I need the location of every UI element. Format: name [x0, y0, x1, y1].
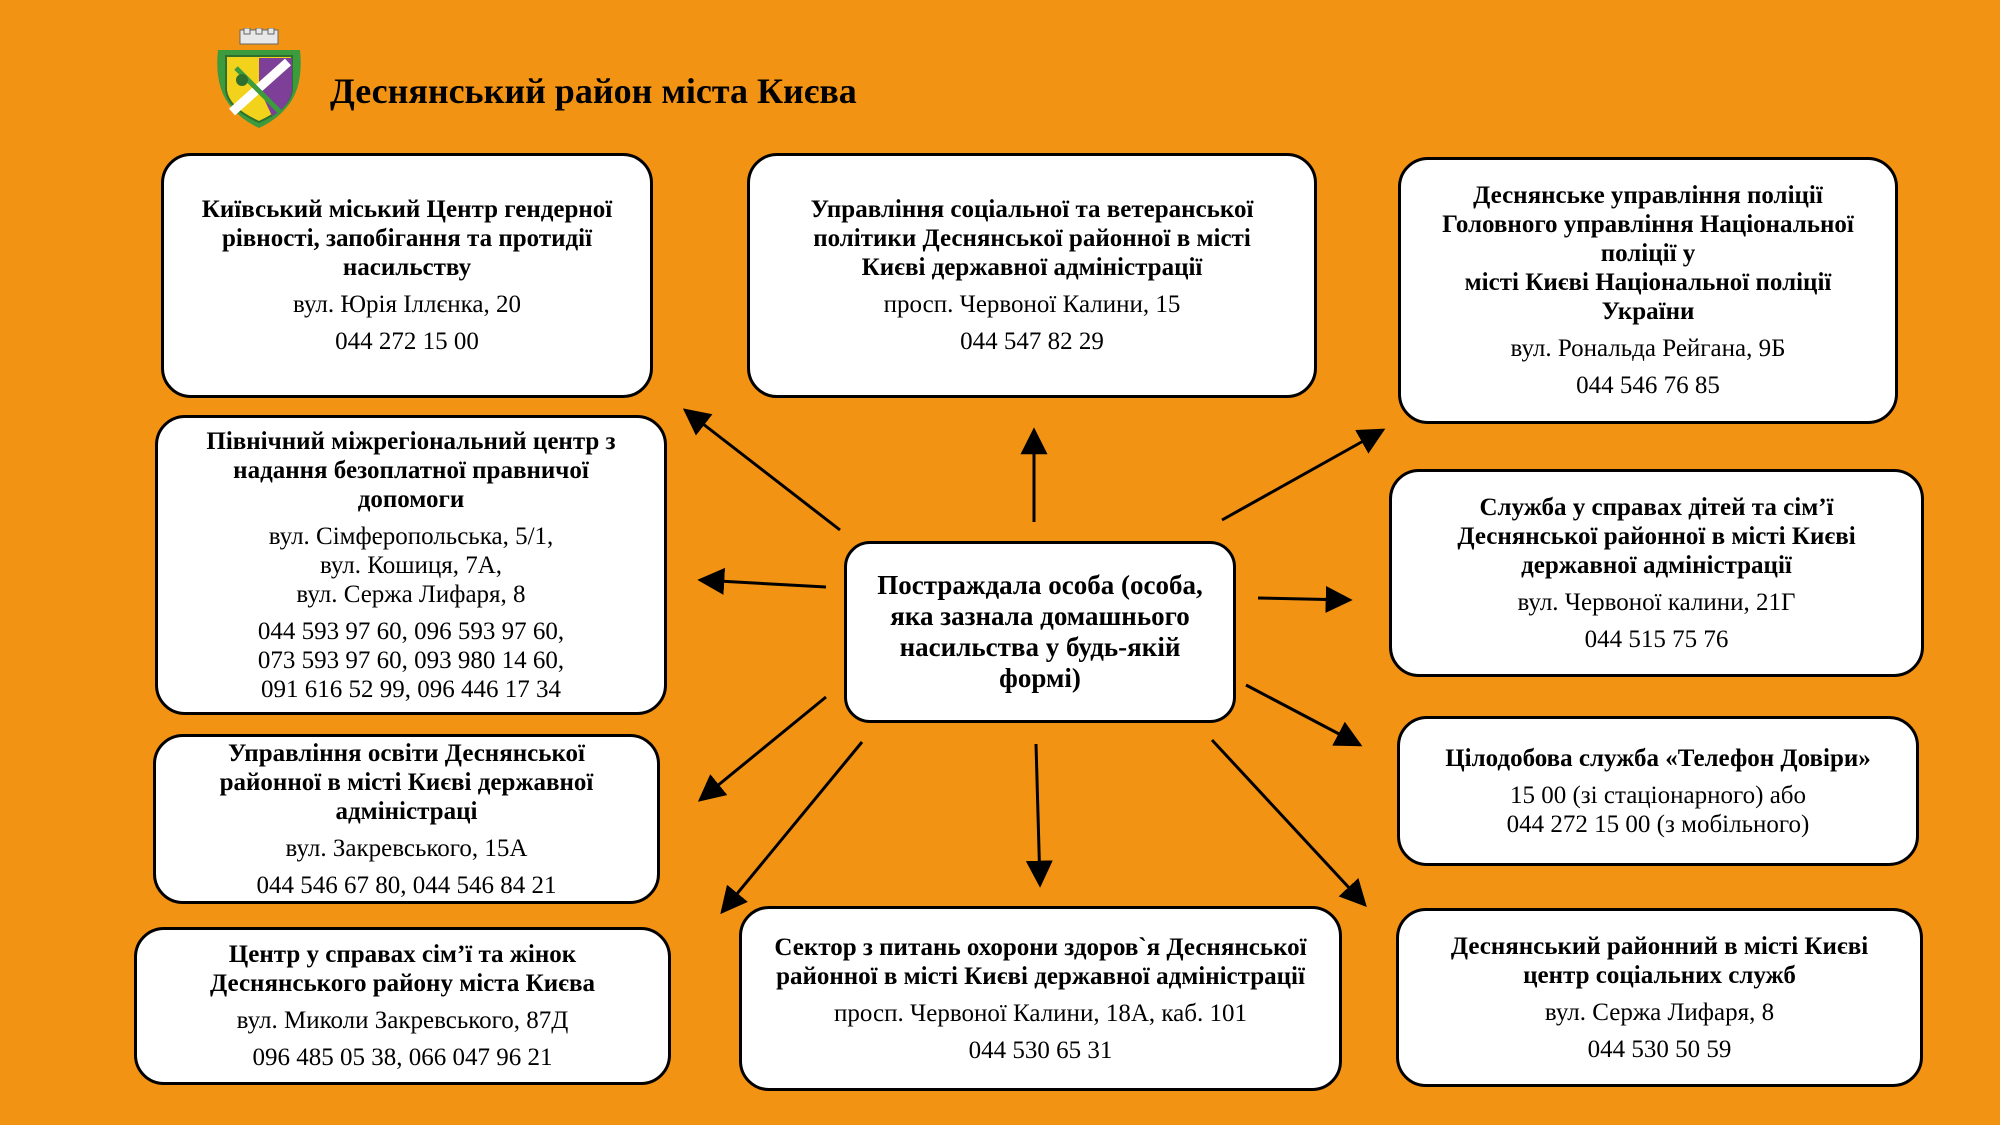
- box-heading: Управління соціальної та ветеранської політики Деснянської районної в місті Києві державної адміністрації: [810, 196, 1254, 281]
- box-hotline: [1397, 716, 1919, 866]
- box-heading: Деснянський районний в місті Києві центр соціальних служб: [1450, 932, 1869, 989]
- arrow-to-gender-center: [685, 410, 840, 530]
- box-heading: Служба у справах дітей та сім’ї Деснянської районної в місті Києві державної адміністрації: [1457, 493, 1856, 579]
- box-legal-aid: [155, 415, 667, 715]
- box-phone: 044 530 65 31: [968, 1036, 1113, 1064]
- box-phone: 044 272 15 00: [335, 328, 479, 355]
- box-gender-center: [161, 153, 653, 398]
- box-heading: Центр у справах сім’ї та жінок Деснянського району міста Києва: [210, 941, 595, 997]
- box-heading: Київський міський Центр гендерної рівності, запобігання та протидії насильству: [201, 196, 613, 281]
- box-police: [1398, 157, 1898, 424]
- arrow-to-hotline: [1246, 685, 1360, 745]
- box-phone: 044 546 67 80, 044 546 84 21: [256, 871, 557, 899]
- box-phone: 044 547 82 29: [960, 328, 1104, 355]
- arrow-to-police: [1222, 430, 1383, 520]
- box-address: вул. Сержа Лифаря, 8: [1544, 998, 1775, 1026]
- box-social-policy: [747, 153, 1317, 398]
- box-phone: 096 485 05 38, 066 047 96 21: [252, 1044, 553, 1071]
- box-address: вул. Рональда Рейгана, 9Б: [1510, 335, 1786, 362]
- box-phone: 044 593 97 60, 096 593 97 60, 073 593 97 60, 093 980 14 60, 091 616 52 99, 096 446 17 34: [257, 617, 565, 703]
- arrow-to-education: [700, 697, 826, 800]
- box-family-women: [134, 927, 671, 1085]
- arrow-to-children-service: [1258, 598, 1350, 600]
- box-heading: Управління освіти Деснянської районної в місті Києві державної адміністраці: [219, 739, 594, 825]
- box-address: вул. Юрія Іллєнка, 20: [293, 291, 521, 318]
- box-social-services: [1396, 908, 1923, 1087]
- box-address: 15 00 (зі стаціонарного) або 044 272 15 00 (з мобільного): [1506, 781, 1810, 838]
- page-title: Деснянський район міста Києва: [330, 71, 857, 111]
- box-phone: 044 530 50 59: [1587, 1035, 1732, 1063]
- box-children-service: [1389, 469, 1924, 677]
- box-address: вул. Сімферопольська, 5/1, вул. Кошиця, 7А, вул. Сержа Лифаря, 8: [268, 522, 554, 608]
- box-heading: Сектор з питань охорони здоров`я Деснянської районної в місті Києві державної адміністрації: [774, 933, 1307, 990]
- box-phone: 044 546 76 85: [1576, 372, 1720, 399]
- arrow-to-family-women: [722, 742, 862, 912]
- box-address: вул. Червоної калини, 21Г: [1517, 588, 1796, 616]
- box-heading: Північний міжрегіональний центр з надання безоплатної правничої допомоги: [206, 427, 616, 513]
- box-address: просп. Червоної Калини, 18А, каб. 101: [834, 999, 1247, 1027]
- victim-center-box: Постраждала особа (особа, яка зазнала домашнього насильства у будь-якій формі): [844, 541, 1236, 723]
- box-health-sector: [739, 906, 1342, 1091]
- box-address: вул. Миколи Закревського, 87Д: [236, 1007, 569, 1034]
- box-phone: 044 515 75 76: [1584, 625, 1729, 653]
- box-education: [153, 734, 660, 904]
- arrow-to-legal-aid: [700, 580, 826, 587]
- arrow-to-health-sector: [1036, 744, 1040, 885]
- box-heading: Цілодобова служба «Телефон Довіри»: [1445, 744, 1871, 772]
- arrow-to-social-services: [1212, 740, 1365, 905]
- box-address: просп. Червоної Калини, 15: [883, 291, 1181, 318]
- box-heading: Деснянське управління поліції Головного управління Національної поліції у місті Києві Національної поліції України: [1442, 182, 1854, 325]
- box-address: вул. Закревського, 15А: [285, 834, 528, 862]
